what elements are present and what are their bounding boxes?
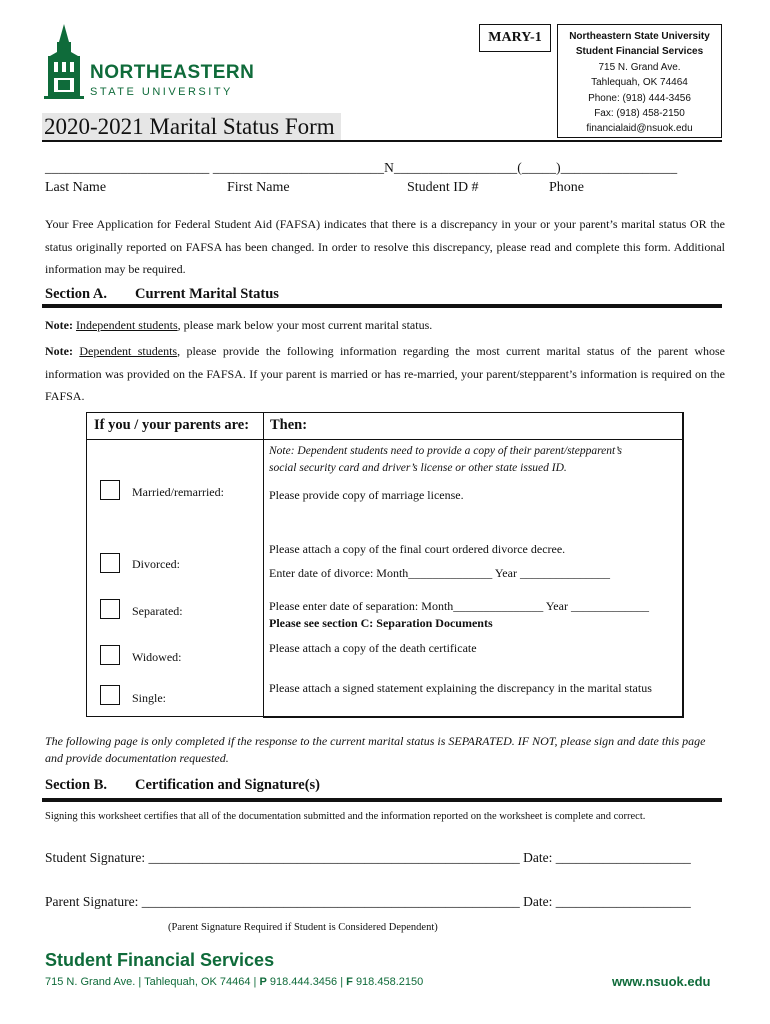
divorce-date-field[interactable]: Enter date of divorce: Month______________ Year _______________	[269, 566, 610, 580]
section-b-rule	[42, 798, 722, 802]
footer-phone: 918.444.3456 |	[269, 976, 344, 988]
logo-subtitle: STATE UNIVERSITY	[90, 86, 233, 98]
contact-street: 715 N. Grand Ave.	[598, 61, 681, 73]
student-signature-line[interactable]: Student Signature: _______________________________________________________ Date: ____________________	[45, 850, 691, 865]
contact-dept: Student Financial Services	[575, 46, 704, 58]
single-label: Single:	[132, 691, 167, 705]
widowed-instruction: Please attach a copy of the death certificate	[269, 641, 477, 655]
top-note-line2: social security card and driver’s license or other state issued ID.	[269, 462, 567, 474]
title-divider	[42, 140, 722, 142]
section-b-title: Certification and Signature(s)	[135, 777, 321, 793]
section-a-label: Section A.	[45, 286, 108, 302]
dependent-note	[45, 340, 725, 408]
contact-phone: Phone: (918) 444-3456	[588, 92, 691, 104]
footer-address	[45, 976, 423, 988]
widowed-label: Widowed:	[132, 650, 182, 664]
certification-statement: Signing this worksheet certifies that all of the documentation submitted and the information reported on the worksheet is complete and correct.	[45, 811, 646, 822]
separation-documents-note: Please see section C: Separation Documents	[269, 616, 493, 630]
separation-date-field[interactable]: Please enter date of separation: Month_______________ Year _____________	[269, 599, 649, 613]
separated-page-note: The following page is only completed if the response to the current marital status is SEPARATED. IF NOT, please sign and date this page and provide documentation requested.	[45, 734, 706, 765]
university-logo	[44, 22, 274, 100]
marital-status-table	[86, 412, 683, 717]
married-label: Married/remarried:	[132, 485, 224, 499]
independent-students-link: Independent students	[75, 318, 178, 332]
contact-email[interactable]: financialaid@nsuok.edu	[586, 123, 693, 135]
contact-org: Northeastern State University	[569, 31, 710, 42]
footer-title: Student Financial Services	[45, 950, 275, 970]
table-header-right-cell	[263, 412, 684, 440]
section-b-label: Section B.	[45, 777, 108, 793]
note-prefix: Note:	[45, 318, 73, 332]
footer-phone-label: P	[259, 976, 267, 988]
logo-wordmark: NORTHEASTERN	[90, 62, 255, 83]
last-name-label: Last Name	[45, 180, 107, 195]
note-text: , please provide the following information regarding the most current marital status of the parent whose information was provided on the FAFSA. If your parent is married or has re-married, your parent/stepparent’s information is required on the FAFSA.	[45, 344, 726, 403]
dependent-students-link: Dependent students	[79, 344, 178, 358]
footer-fax-label: F	[346, 976, 353, 988]
married-checkbox[interactable]	[100, 480, 120, 500]
student-id-label: Student ID #	[407, 180, 479, 195]
divorced-checkbox[interactable]	[100, 553, 120, 573]
section-a-rule	[42, 304, 722, 308]
parent-signature-line[interactable]: Parent Signature: ________________________________________________________ Date: ____________________	[45, 894, 691, 909]
section-a-heading	[45, 286, 279, 303]
contact-fax: Fax: (918) 458-2150	[594, 108, 685, 120]
single-checkbox[interactable]	[100, 685, 120, 705]
divorced-label: Divorced:	[132, 557, 180, 571]
note-text: , please mark below your most current marital status.	[177, 318, 433, 332]
col1-header: If you / your parents are:	[94, 417, 250, 433]
section-b-heading	[45, 777, 321, 794]
footer-street: 715 N. Grand Ave. | Tahlequah, OK 74464 |	[45, 976, 257, 988]
student-info-line[interactable]: ________________________ _________________________N__________________(_____)_________________	[45, 160, 678, 175]
col2-header: Then:	[270, 417, 308, 433]
form-code-box: MARY-1	[479, 24, 551, 52]
married-instruction: Please provide copy of marriage license.	[269, 488, 464, 502]
parent-signature-note: (Parent Signature Required if Student is Considered Dependent)	[168, 922, 438, 933]
widowed-checkbox[interactable]	[100, 645, 120, 665]
divorced-instruction: Please attach a copy of the final court ordered divorce decree.	[269, 542, 566, 556]
note-prefix: Note:	[45, 344, 73, 358]
intro-paragraph: Your Free Application for Federal Student Aid (FAFSA) indicates that there is a discrepancy in your or your parent’s marital status OR the status originally reported on FAFSA has been changed. In order to resolve this discrepancy, please read and complete this form. Additional information may be required.	[45, 217, 725, 276]
phone-label: Phone	[549, 180, 584, 195]
footer-website-link[interactable]: www.nsuok.edu	[612, 974, 711, 989]
footer-fax: 918.458.2150	[355, 976, 424, 988]
page-title: 2020-2021 Marital Status Form	[42, 113, 341, 141]
single-instruction: Please attach a signed statement explaining the discrepancy in the marital status	[269, 681, 652, 695]
contact-city: Tahlequah, OK 74464	[591, 77, 688, 89]
separated-checkbox[interactable]	[100, 599, 120, 619]
top-note-line1: Note: Dependent students need to provide a copy of their parent/stepparent’s	[269, 445, 623, 457]
seminary-hall-icon	[44, 22, 84, 100]
section-a-title: Current Marital Status	[135, 286, 279, 302]
separated-label: Separated:	[132, 604, 183, 618]
contact-box	[557, 24, 722, 138]
first-name-label: First Name	[227, 180, 290, 195]
independent-note	[45, 314, 725, 337]
